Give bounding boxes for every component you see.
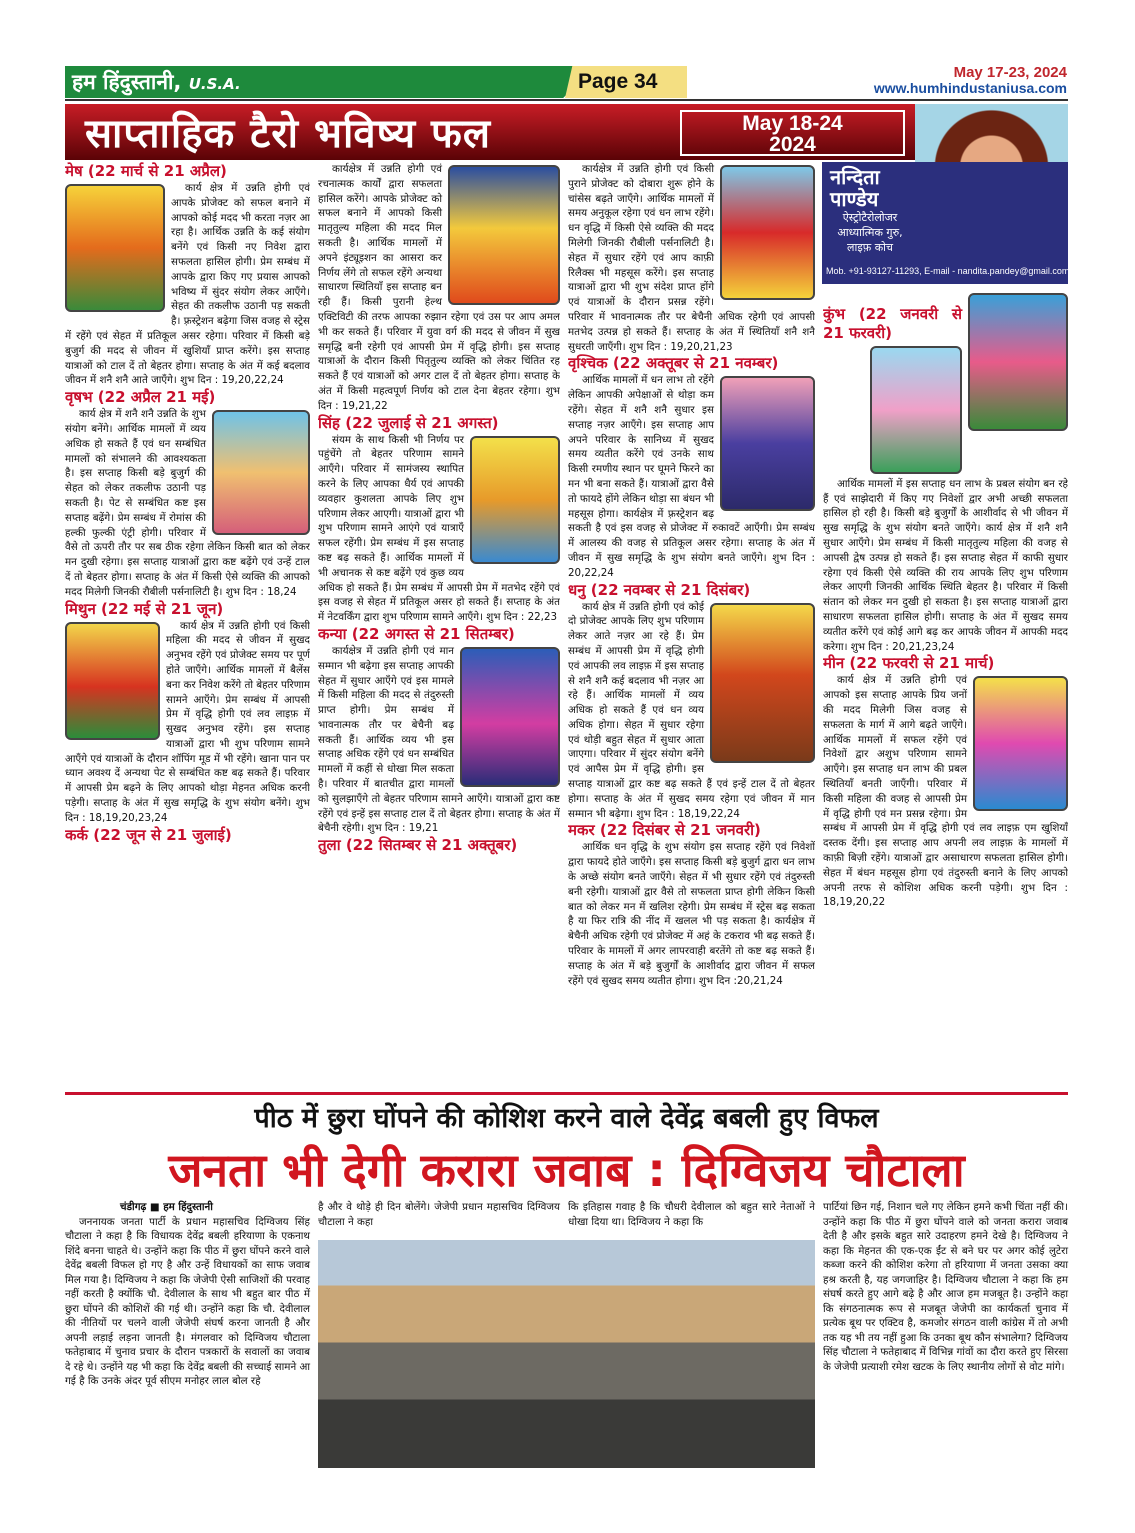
sign-heading-mithun: मिथुन (22 मई से 21 जून)	[65, 599, 224, 618]
article-text: जननायक जनता पार्टी के प्रधान महासचिव दिग्विजय सिंह चौटाला ने कहा है कि विधायक देवेंद्र बबली हरियाणा के एकनाथ शिंदे बनना चाहते थे। उन्होंने कहा कि पीठ में छुरा घोंपने करने वाले देवेंद्र बबली विफल हो गए है और उन्हें विधायकों का साफ जवाब मिल गया है। दिग्विजय ने कहा कि जेजेपी ऐसी साजिशों की परवाह नहीं करती है क्योंकि चौ. देवीलाल के साथ भी बहुत बार पीठ में छुरा घोंपने की कोशिशें की गई थी। उन्होंने कहा कि चौ. देवीलाल की नीतियों पर चलने वाली जेजेपी संघर्ष करना जानती है और अपनी लड़ाई लड़ना जानती है। मंगलवार को दिग्विजय चौटाला फतेहाबाद में चुनाव प्रचार के दौरान पत्रकारों के सवालों का जवाब दे रहे थे। उन्होंने यह भी कहा कि देवेंद्र बबली की सच्चाई सामने आ गई है कि उनके अंदर पूर्व सीएम मनोहर लाल बोल रहे	[65, 1215, 310, 1387]
banner-title: साप्ताहिक टैरो भविष्य फल	[85, 111, 491, 157]
news-photo	[318, 1240, 815, 1468]
article-column-1	[65, 1200, 310, 1389]
sign-text-meen: कार्य क्षेत्र में उन्नति होगी एवं आपको इस सप्ताह आपके प्रिय जनों की मदद मिलेगी जिस वजह से सफलता के मार्ग में आगे बढ़ते जाएँगे। आर्थिक मामलों में सफल रहेंगे एवं निवेशों द्वार अशुभ परिणाम सामने आएँगे। इस सप्ताह धन लाभ की प्रबल स्थितियाँ बनती जाएँगी। परिवार में किसी महिला की वजह से आपसी प्रेम में वृद्धि होगी एवं मन प्रसन्न रहेगा। प्रेम सम्बंध में आपसी प्रेम में वृद्धि होगी एवं लव लाइफ़ एम खुशियाँ दस्तक देंगी। इस सप्ताह आप अपनी लव लाइफ़ के मामलों में काफ़ी बिज़ी रहेंगे। यात्राओं द्वार असाधारण सफलता हासिल होगी। सेहत में बंधन महसूस होगा एवं तंदुरुस्ती बनाने के लिए आपको अपनी तरफ से कोशिश अधिक करनी पड़ेगी। शुभ दिन : 18,19,20,22	[823, 674, 1068, 909]
sign-heading-kanya: कन्या (22 अगस्त से 21 सितम्बर)	[318, 624, 515, 643]
page-number: Page 34	[578, 70, 658, 93]
tarot-card-image	[212, 410, 310, 535]
horoscope-column-2	[318, 162, 560, 1087]
site-url[interactable]: www.humhindustaniusa.com	[873, 80, 1067, 96]
tarot-card-image	[720, 165, 815, 300]
sign-heading-dhanu: धनु (22 नवम्बर से 21 दिसंबर)	[568, 580, 751, 599]
article-kicker: पीठ में छुरा घोंपने की कोशिश करने वाले देवेंद्र बबली हुए विफल	[254, 1103, 879, 1134]
tarot-card-image	[710, 603, 815, 763]
sign-heading-vrishchik: वृश्चिक (22 अक्तूबर से 21 नवम्बर)	[568, 354, 779, 373]
sign-text-kumbh: आर्थिक मामलों में इस सप्ताह धन लाभ के प्रबल संयोग बन रहे हैं एवं साझेदारी में किए गए निवेशों द्वार अभी अच्छी सफलता हासिल हो रही है। किसी बड़े बुजुर्गों के आशीर्वाद से भी जीवन में सुख समृद्धि के शुभ संयोग बनते जाएँगे। कार्य क्षेत्र में शनै शनै सुधार आएँगे। प्रेम सम्बंध में किसी मातृतुल्य महिला की वजह से आपसी द्वेष उत्पन्न हो सकते हैं। इस सप्ताह सेहत में काफी सुधार रहेगा एवं किसी ऐसे व्यक्ति की राय आपके लिए शुभ परिणाम लेकर आएगी जिनकी आर्थिक स्थिति बेहतर है। परिवार में किसी संतान को लेकर मन दुखी हो सकता है। इस सप्ताह यात्राओं द्वारा साधारण सफलता हासिल होगी। सप्ताह के अंत में सुखद समय व्यतीत करेंगे एवं कोई आगे बढ़ कर आपके जीवन में आपकी मदद करेगा। शुभ दिन : 20,21,23,24	[823, 477, 1068, 653]
author-box	[822, 162, 1068, 284]
author-contact: Mob. +91-93127-11293, E-mail - nandita.pandey@gmail.com	[826, 266, 1070, 276]
article-column-3: कि इतिहास गवाह है कि चौधरी देवीलाल को बहुत सारे नेताओं ने धोखा दिया था। दिग्विजय ने कहा कि	[568, 1201, 815, 1228]
sign-text-makar: आर्थिक धन वृद्धि के शुभ संयोग इस सप्ताह रहेंगे एवं निवेशों द्वारा फायदे होते जाएँगे। इस सप्ताह किसी बड़े बुजुर्ग द्वारा धन लाभ के अच्छे संयोग बनते जाएँगे। सेहत में भी सुधार रहेंगे एवं तंदुरुस्ती बनी रहेगी। यात्राओं द्वार वैसे तो सफलता प्राप्त होगी लेकिन किसी बात को लेकर मन में खलिश रहेगी। प्रेम सम्बंध में स्ट्रेस बढ़ सकता है या फिर रात्रि की नींद में खलल भी पड़ सकता है। कार्यक्षेत्र में बेचैनी अधिक रहेगी एवं प्रोजेक्ट में अहं के टकराव भी बढ़ सकते हैं। परिवार के मामलों में अगर लापरवाही बरतेंगे तो कष्ट बढ़ सकते हैं। सप्ताह के अंत में बड़े बुजुर्गों के आशीर्वाद द्वारा जीवन में सफल रहेंगे एवं सुखद समय व्यतीत होगा। शुभ दिन :20,21,24	[568, 841, 815, 987]
sign-heading-tula: तुला (22 सितम्बर से 21 अक्तूबर)	[318, 836, 518, 855]
sign-heading-meen: मीन (22 फरवरी से 21 मार्च)	[823, 654, 995, 673]
article-headline: जनता भी देगी करारा जवाब : दिग्विजय चौटाला	[168, 1143, 965, 1197]
sign-text-kanya: कार्यक्षेत्र में उन्नति होगी एवं मान सम्मान भी बढ़ेगा इस सप्ताह आपकी सेहत में सुधार आएँगे एवं इस मामले में किसी महिला की मदद से तंदुरुस्ती प्राप्त होगी। प्रेम सम्बंध में भावनात्मक तौर पर बेचैनी बढ़ सकती हैं। आर्थिक व्यय भी इस सप्ताह अधिक रहेंगे एवं धन सम्बंधित मामलों में कहीं से धोखा मिल सकता है। परिवार में बातचीत द्वारा मामलों को सुलझाएँगे तो बेहतर परिणाम सामने आएँगे। यात्राओं द्वारा कष्ट रहेंगे एवं इन्हें इस सप्ताह टाल दें तो बेहतर होगा। सप्ताह के अंत में बेचैनी रहेगी। शुभ दिन : 19,21	[318, 644, 560, 835]
tarot-card-image	[720, 376, 815, 511]
tarot-card-image	[973, 676, 1068, 811]
article-column-2: है और वे थोड़े ही दिन बोलेंगे। जेजेपी प्रधान महासचिव दिग्विजय चौटाला ने कहा	[318, 1201, 560, 1228]
sign-heading-vrishabh: वृषभ (22 अप्रैल 21 मई)	[65, 388, 216, 407]
sign-heading-makar: मकर (22 दिसंबर से 21 जनवरी)	[568, 821, 761, 840]
header-rule	[65, 99, 1068, 101]
tarot-card-image	[470, 436, 560, 564]
sign-heading-singh: सिंह (22 जुलाई से 21 अगस्त)	[318, 413, 499, 432]
tarot-card-image	[65, 622, 160, 740]
article-column-4: पार्टियां छिन गई, निशान चले गए लेकिन हमने कभी चिंता नहीं की। उन्होंने कहा कि पीठ में छुरा घोंपने वाले को जनता करारा जवाब देती है और इसके बहुत सारे उदाहरण हमने देखे है। दिग्विजय ने कहा कि मेहनत की एक-एक ईंट से बने घर पर अगर कोई लुटेरा कब्जा करने की कोशिश करेगा तो हरियाणा में जनता उसका क्या हश्र करती है, यह जगजाहिर है। दिग्विजय चौटाला ने कहा कि हम संघर्ष करते हुए आगे बढ़े है और आज हम मजबूत है। उन्होंने कहा कि संगठनात्मक रूप से मजबूत जेजेपी का कार्यकर्ता चुनाव में प्रत्येक बूथ पर एक्टिव है, कमजोर संगठन वाली कांग्रेस में तो अभी तक यह भी तय नहीं हुआ कि उनका बूथ कौन संभालेगा? दिग्विजय सिंह चौटाला ने फतेहाबाद में विभिन्न गांवों का दौरा करते हुए सिरसा के जेजेपी प्रत्याशी रमेश खटक के लिए स्थानीय लोगों से वोट मांगे।	[823, 1201, 1068, 1373]
sign-text-tula: कार्यक्षेत्र में उन्नति होगी एवं किसी पुराने प्रोजेक्ट को दोबारा शुरू होने के चांसेस बढ़ते जाएँगे। आर्थिक मामलों में समय अनुकूल रहेगा एवं धन लाभ रहेंगे। धन वृद्धि में किसी ऐसे व्यक्ति की मदद मिलेगी जिनकी रौबीली पर्सनालिटी है। सेहत में सुधार रहेंगे एवं आप काफ़ी रिलैक्स भी महसूस करेंगे। इस सप्ताह यात्राओं द्वारा भी शुभ संदेश प्राप्त होंगे एवं यात्राओं के दौरान प्रसन्न रहेंगे। परिवार में भावनात्मक तौर पर बेचैनी अधिक रहेगी एवं आपसी मतभेद उत्पन्न हो सकते हैं। सप्ताह के अंत में स्थितियाँ शनै शनै सुधरती जाएँगी। शुभ दिन : 19,20,21,23	[568, 163, 815, 353]
sign-text-vrishchik: आर्थिक मामलों में धन लाभ तो रहेंगे लेकिन आपकी अपेक्षाओं से थोड़ा कम रहेंगे। सेहत में शनै शनै सुधार इस सप्ताह नज़र आएँगे। इस सप्ताह आप अपने परिवार के सानिध्य में सुखद समय व्यतीत करेंगे एवं उनके साथ किसी रमणीय स्थान पर घूमने फिरने का मन भी बना सकते हैं। यात्राओं द्वारा वैसे तो फायदे होंगे लेकिन थोड़ा सा बंधन भी महसूस होगा। कार्यक्षेत्र में फ़्रस्ट्रेशन बढ़ सकती है एवं इस वजह से प्रोजेक्ट में रुकावटें आएँगी। प्रेम सम्बंध में आलस्य की वजह से प्रतिकूल असर रहेगा। सप्ताह के अंत में जीवन में सुख समृद्धि के शुभ संयोग बनते जाएँगे। शुभ दिन : 20,22,24	[568, 374, 815, 579]
sign-heading-kark: कर्क (22 जून से 21 जुलाई)	[65, 825, 232, 844]
tarot-card-image	[448, 165, 560, 305]
tarot-card-image	[460, 647, 560, 787]
horoscope-column-4	[823, 290, 1068, 1087]
author-name: नन्दिता पाण्डेय	[830, 165, 880, 211]
horoscope-column-1	[65, 162, 310, 1087]
sign-heading-mesh: मेष (22 मार्च से 21 अप्रैल)	[65, 162, 227, 180]
paper-name: हम हिंदुस्तानी, U.S.A.	[72, 70, 241, 94]
author-role: ऐस्ट्रोटैरोलोजर आध्यात्मिक गुरु, लाइफ़ कोच	[837, 211, 903, 254]
tarot-card-image	[968, 293, 1068, 431]
sign-text-mithun: कार्य क्षेत्र में उन्नति होगी एवं किसी महिला की मदद से जीवन में सुखद अनुभव रहेंगे एवं प्रोजेक्ट समय पर पूर्ण होते जाएँगे। आर्थिक मामलों में बैलेंस बना कर निवेश करेंगे तो बेहतर परिणाम सामने आएँगे। प्रेम सम्बंध में आपसी प्रेम में वृद्धि होगी एवं लव लाइफ़ में सुखद अनुभव रहेंगे। इस सप्ताह यात्राओं द्वारा भी शुभ परिणाम सामने आएँगे एवं यात्राओं के दौरान शॉपिंग मूड में भी रहेंगे। खाना पान पर ध्यान अवश्य दें अन्यथा पेट से सम्बंधित कष्ट बढ़ सकते हैं। परिवार में आपसी प्रेम बढ़ने के लिए आपको थोड़ा मेहनत अधिक करनी पड़ेगी। सप्ताह के अंत में सुख समृद्धि के शुभ संयोग बनेंगे। शुभ दिन : 18,19,20,23,24	[65, 619, 310, 824]
sign-text-dhanu: कार्य क्षेत्र में उन्नति होगी एवं कोई दो प्रोजेक्ट आपके लिए शुभ परिणाम लेकर आते नज़र आ रहे हैं। प्रेम सम्बंध में आपसी प्रेम में वृद्धि होगी एवं आपकी लव लाइफ़ में इस सप्ताह से शनै शनै कई बदलाव भी नज़र आ रहे हैं। आर्थिक मामलों में व्यय अधिक हो सकते हैं एवं धन व्यय अधिक होगा। सेहत में सुधार रहेगा एवं थोड़ी बहुत सेहत में सुधार आता जाएगा। परिवार में सुंदर संयोग बनेंगे एवं आपैस प्रेम में वृद्धि होगी। इस सप्ताह यात्राओं द्वार कष्ट बढ़ सकते हैं एवं इन्हें टाल दें तो बेहतर होगा। सप्ताह के अंत में सुखद समय रहेगा एवं जीवन में मान सम्मान भी बढ़ेगा। शुभ दिन : 18,19,22,24	[568, 600, 815, 820]
article-dateline: चंडीगढ़ ■ हम हिंदुस्तानी	[120, 1201, 213, 1213]
sign-text-kark: कार्यक्षेत्र में उन्नति होगी एवं रचनात्मक कार्यों द्वारा सफलता हासिल करेंगे। आपके प्रोजेक्ट को सफल बनाने में आपको किसी मातृतुल्य महिला की मदद मिल सकती है। आर्थिक मामलों में अपने इंट्यूइशन का आसरा कर निर्णय लेंगे तो सफल रहेंगे अन्यथा साधारण स्थितियाँ इस सप्ताह बन रही हैं। किसी पुरानी हेल्थ एक्टिविटी की तरफ आपका रुझान रहेगा एवं उस पर आप अमल भी कर सकते हैं। परिवार में युवा वर्ग की मदद से जीवन में सुख समृद्धि बनी रहेगी एवं आपसी प्रेम में वृद्धि होगी। इस सप्ताह यात्राओं के दौरान किसी पितृतुल्य व्यक्ति को लेकर चिंतित रह सकते हैं एवं यात्राओं को अगर टाल दें तो बेहतर होगा। सप्ताह के अंत में किसी महत्वपूर्ण निर्णय को टाल देना बेहतर रहेगा। शुभ दिन : 19,21,22	[318, 163, 560, 412]
sign-text-mesh: कार्य क्षेत्र में उन्नति होगी एवं आपके प्रोजेक्ट को सफल बनाने में आपको कोई मदद भी करता नज़र आ रहा है। आर्थिक उन्नति के कई संयोग बनेंगे एवं किसी नए निवेश द्वारा सफलता हासिल होगी। प्रेम सम्बंध में आपके द्वारा किए गए प्रयास आपको भविष्य में सुंदर संयोग लेकर आएँगे। सेहत की तकलीफ उठानी पड़ सकती है। फ़्रस्ट्रेशन बढ़ेगा जिस वजह से स्ट्रेस में रहेंगे एवं सेहत में प्रतिकूल असर रहेगा। परिवार में किसी बड़े बुजुर्ग की मदद से जीवन में खुशियाँ प्राप्त करेंगे। इस सप्ताह यात्राओं को टाल दें तो बेहतर होगा। सप्ताह के अंत में कई बदलाव जीवन में शनै शनै आते जाएँगे। शुभ दिन : 19,20,22,24	[65, 182, 310, 387]
issue-date: May 17-23, 2024	[953, 64, 1067, 81]
sign-text-singh: संयम के साथ किसी भी निर्णय पर पहुंचेंगे तो बेहतर परिणाम सामने आएँगे। परिवार में सामंजस्य स्थापित करने के लिए आपका धैर्य एवं आपकी व्यवहार कुशलता आपके लिए शुभ परिणाम लेकर आएगी। यात्राओं द्वारा भी शुभ परिणाम सामने आएंगे एवं यात्राएँ सफल रहेंगी। प्रेम सम्बंध में इस सप्ताह कष्ट बढ़ सकते हैं। आर्थिक मामलों में भी अचानक से कष्ट बढ़ेंगे एवं कुछ व्यय अधिक हो सकते हैं। प्रेम सम्बंध में आपसी प्रेम में मतभेद रहेंगे एवं इस वजह से सेहत में प्रतिकूल असर हो सकते हैं। सप्ताह के अंत में नेटवर्किंग द्वारा शुभ परिणाम सामने आएँगे। शुभ दिन : 22,23	[318, 433, 560, 624]
section-divider	[65, 1092, 1068, 1095]
banner-date-box: May 18-24 2024	[680, 110, 905, 156]
sign-heading-kumbh: कुंभ (22 जनवरी से 21 फरवरी)	[823, 304, 962, 342]
horoscope-column-3	[568, 162, 815, 1087]
tarot-card-image	[870, 346, 962, 474]
sign-text-vrishabh: कार्य क्षेत्र में शनै शनै उन्नति के शुभ संयोग बनेंगे। आर्थिक मामलों में व्यय अधिक हो सकते हैं एवं धन सम्बंधित मामलों को संभालने की आवश्यकता है। इस सप्ताह किसी बड़े बुजुर्ग की सेहत को लेकर तकलीफ उठानी पड़ सकती है। पेट से सम्बंधित कष्ट इस सप्ताह बढ़ेंगे। प्रेम सम्बंध में रोमांस की हल्की फुल्की एंट्री होगी। परिवार में वैसे तो ऊपरी तौर पर सब ठीक रहेगा लेकिन किसी बात को लेकर मन दुखी रहेगा। इस सप्ताह यात्राओं द्वारा कष्ट बढ़ेंगे एवं उन्हें टाल दें तो बेहतर होगा। सप्ताह के अंत में किसी ऐसे व्यक्ति की आपको मदद मिलेगी जिनकी रौबीली पर्सनालिटी है। शुभ दिन : 18,24	[65, 408, 310, 598]
tarot-card-image	[65, 184, 165, 312]
